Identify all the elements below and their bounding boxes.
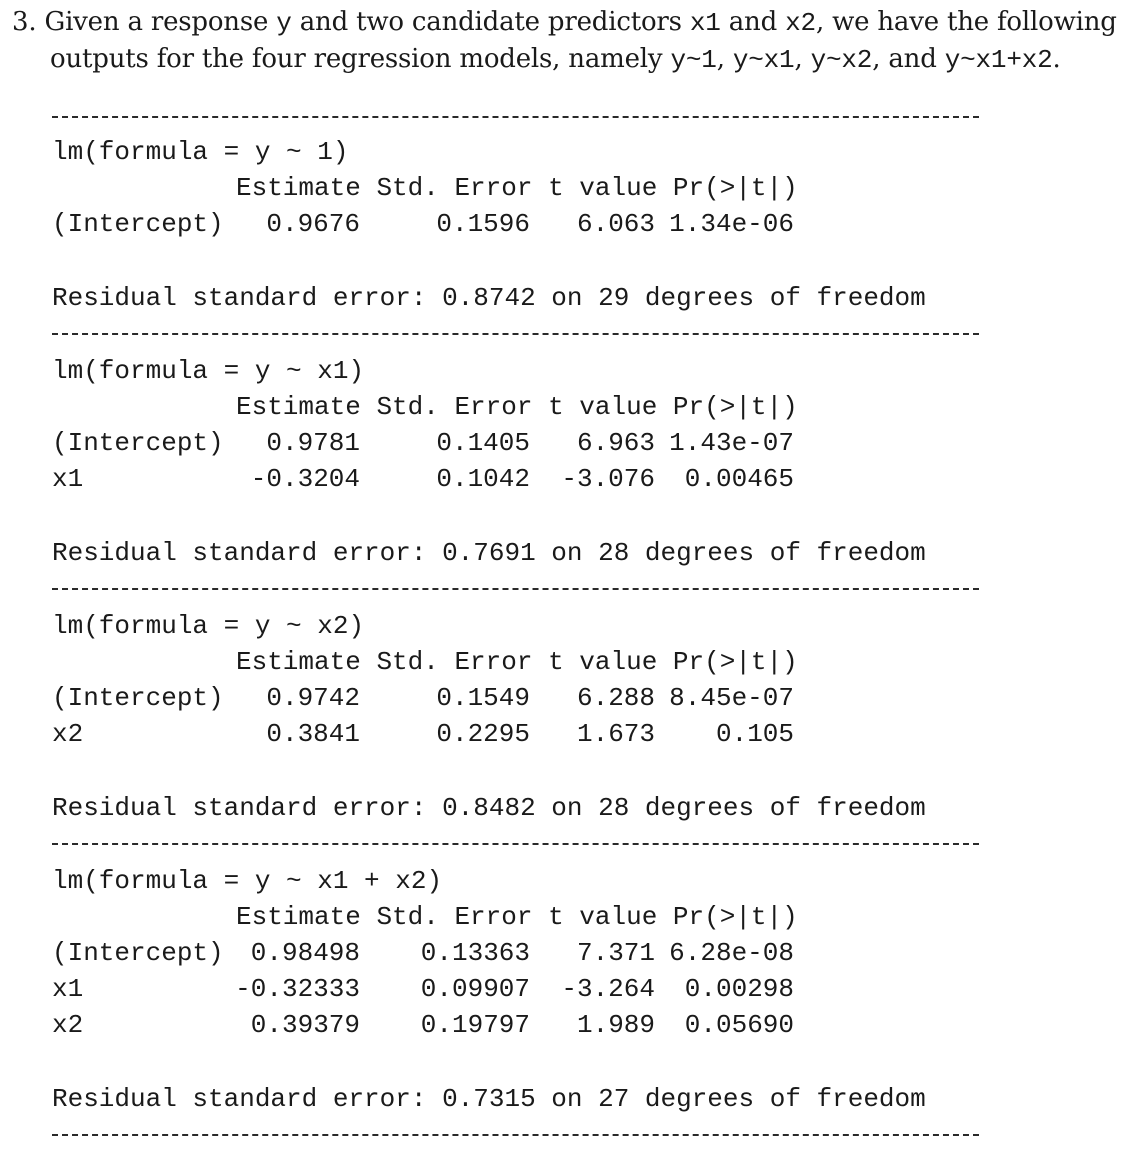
coef-t-value: 1.673	[576, 719, 655, 749]
coef-estimate: 0.9781	[266, 428, 360, 458]
coef-t-value: 6.288	[576, 683, 655, 713]
header-p-value: Pr(>|t|)	[672, 647, 798, 677]
dashed-divider	[52, 588, 979, 590]
coef-std-error: 0.1549	[436, 683, 530, 713]
dashed-divider	[52, 1134, 979, 1136]
coef-t-value: -3.076	[561, 464, 655, 494]
coef-estimate: -0.32333	[235, 974, 360, 1004]
model-name-4: y~x1+x2	[944, 45, 1053, 75]
coef-row-name: (Intercept)	[52, 209, 224, 239]
question-text-c: and	[728, 7, 778, 37]
question-text-e: outputs for the four regression models, namely	[50, 44, 663, 74]
coef-row-name: (Intercept)	[52, 683, 224, 713]
coef-p-value: 1.34e-06	[669, 209, 794, 239]
model-name-1: y~1	[670, 45, 717, 75]
header-estimate: Estimate	[236, 647, 361, 677]
header-p-value: Pr(>|t|)	[672, 902, 798, 932]
question-text-a: Given a response	[44, 7, 269, 37]
residual-standard-error: Residual standard error: 0.8482 on 28 degrees of freedom	[52, 793, 926, 823]
header-t-value: t value	[548, 173, 658, 203]
coef-p-value: 0.00298	[684, 974, 794, 1004]
model-formula: lm(formula = y ~ x1 + x2)	[52, 866, 443, 896]
header-std-error: Std. Error	[376, 902, 533, 932]
coef-estimate: -0.3204	[250, 464, 360, 494]
coef-p-value: 0.105	[715, 719, 794, 749]
header-std-error: Std. Error	[376, 173, 533, 203]
header-std-error: Std. Error	[376, 647, 533, 677]
coef-std-error: 0.1042	[436, 464, 530, 494]
coef-t-value: 7.371	[576, 938, 655, 968]
var-x2: x2	[785, 8, 816, 38]
coef-estimate: 0.98498	[250, 938, 360, 968]
question-text-d: , we have the following	[815, 7, 1117, 37]
header-estimate: Estimate	[236, 902, 361, 932]
coef-std-error: 0.2295	[436, 719, 530, 749]
coef-std-error: 0.13363	[420, 938, 530, 968]
var-x1: x1	[689, 8, 721, 38]
coef-table-header	[236, 644, 798, 680]
question-number: 3.	[12, 7, 37, 37]
question-line-1	[12, 4, 1127, 41]
coef-row-name: (Intercept)	[52, 428, 224, 458]
header-estimate: Estimate	[236, 173, 361, 203]
coef-p-value: 0.00465	[684, 464, 794, 494]
question-line-2: outputs for the four regression models, namely y~1, y~x1, y~x2, and y~x1+x2.	[50, 44, 1061, 75]
coef-p-value: 6.28e-08	[669, 938, 794, 968]
residual-standard-error: Residual standard error: 0.7691 on 28 degrees of freedom	[52, 538, 926, 568]
model-name-2: y~x1	[732, 45, 795, 75]
question-text-f: , and	[872, 44, 937, 74]
header-t-value: t value	[548, 647, 658, 677]
coef-estimate: 0.9742	[266, 683, 360, 713]
coef-std-error: 0.1405	[436, 428, 530, 458]
coef-t-value: 6.063	[576, 209, 655, 239]
header-t-value: t value	[548, 392, 658, 422]
var-y: y	[276, 8, 292, 38]
coef-p-value: 1.43e-07	[669, 428, 794, 458]
coef-std-error: 0.1596	[436, 209, 530, 239]
dashed-divider	[52, 333, 979, 335]
header-estimate: Estimate	[236, 392, 361, 422]
model-formula: lm(formula = y ~ x1)	[52, 356, 365, 386]
model-name-3: y~x2	[810, 45, 873, 75]
coef-table-header	[236, 170, 798, 206]
coef-estimate: 0.9676	[266, 209, 360, 239]
header-p-value: Pr(>|t|)	[672, 392, 798, 422]
coef-std-error: 0.19797	[420, 1010, 530, 1040]
residual-standard-error: Residual standard error: 0.8742 on 29 degrees of freedom	[52, 283, 926, 313]
model-formula: lm(formula = y ~ x2)	[52, 611, 365, 641]
coef-row-name: x2	[52, 1010, 84, 1040]
coef-row-name: x1	[52, 974, 84, 1004]
question-text-g: .	[1052, 44, 1061, 74]
coef-row-name: x2	[52, 719, 84, 749]
question-text	[12, 4, 1127, 78]
coef-estimate: 0.3841	[266, 719, 360, 749]
header-std-error: Std. Error	[376, 392, 533, 422]
coef-table-header	[236, 389, 798, 425]
coef-estimate: 0.39379	[250, 1010, 360, 1040]
question-text-b: and two candidate predictors	[299, 7, 682, 37]
coef-table-header	[236, 899, 798, 935]
coef-p-value: 8.45e-07	[669, 683, 794, 713]
coef-row-name: x1	[52, 464, 84, 494]
coef-row-name: (Intercept)	[52, 938, 224, 968]
model-formula: lm(formula = y ~ 1)	[52, 137, 349, 167]
coef-std-error: 0.09907	[420, 974, 530, 1004]
dashed-divider	[52, 116, 979, 118]
coef-t-value: 6.963	[576, 428, 655, 458]
coef-p-value: 0.05690	[684, 1010, 794, 1040]
coef-t-value: -3.264	[561, 974, 655, 1004]
header-t-value: t value	[548, 902, 658, 932]
coef-t-value: 1.989	[576, 1010, 655, 1040]
dashed-divider	[52, 843, 979, 845]
header-p-value: Pr(>|t|)	[672, 173, 798, 203]
residual-standard-error: Residual standard error: 0.7315 on 27 degrees of freedom	[52, 1084, 926, 1114]
